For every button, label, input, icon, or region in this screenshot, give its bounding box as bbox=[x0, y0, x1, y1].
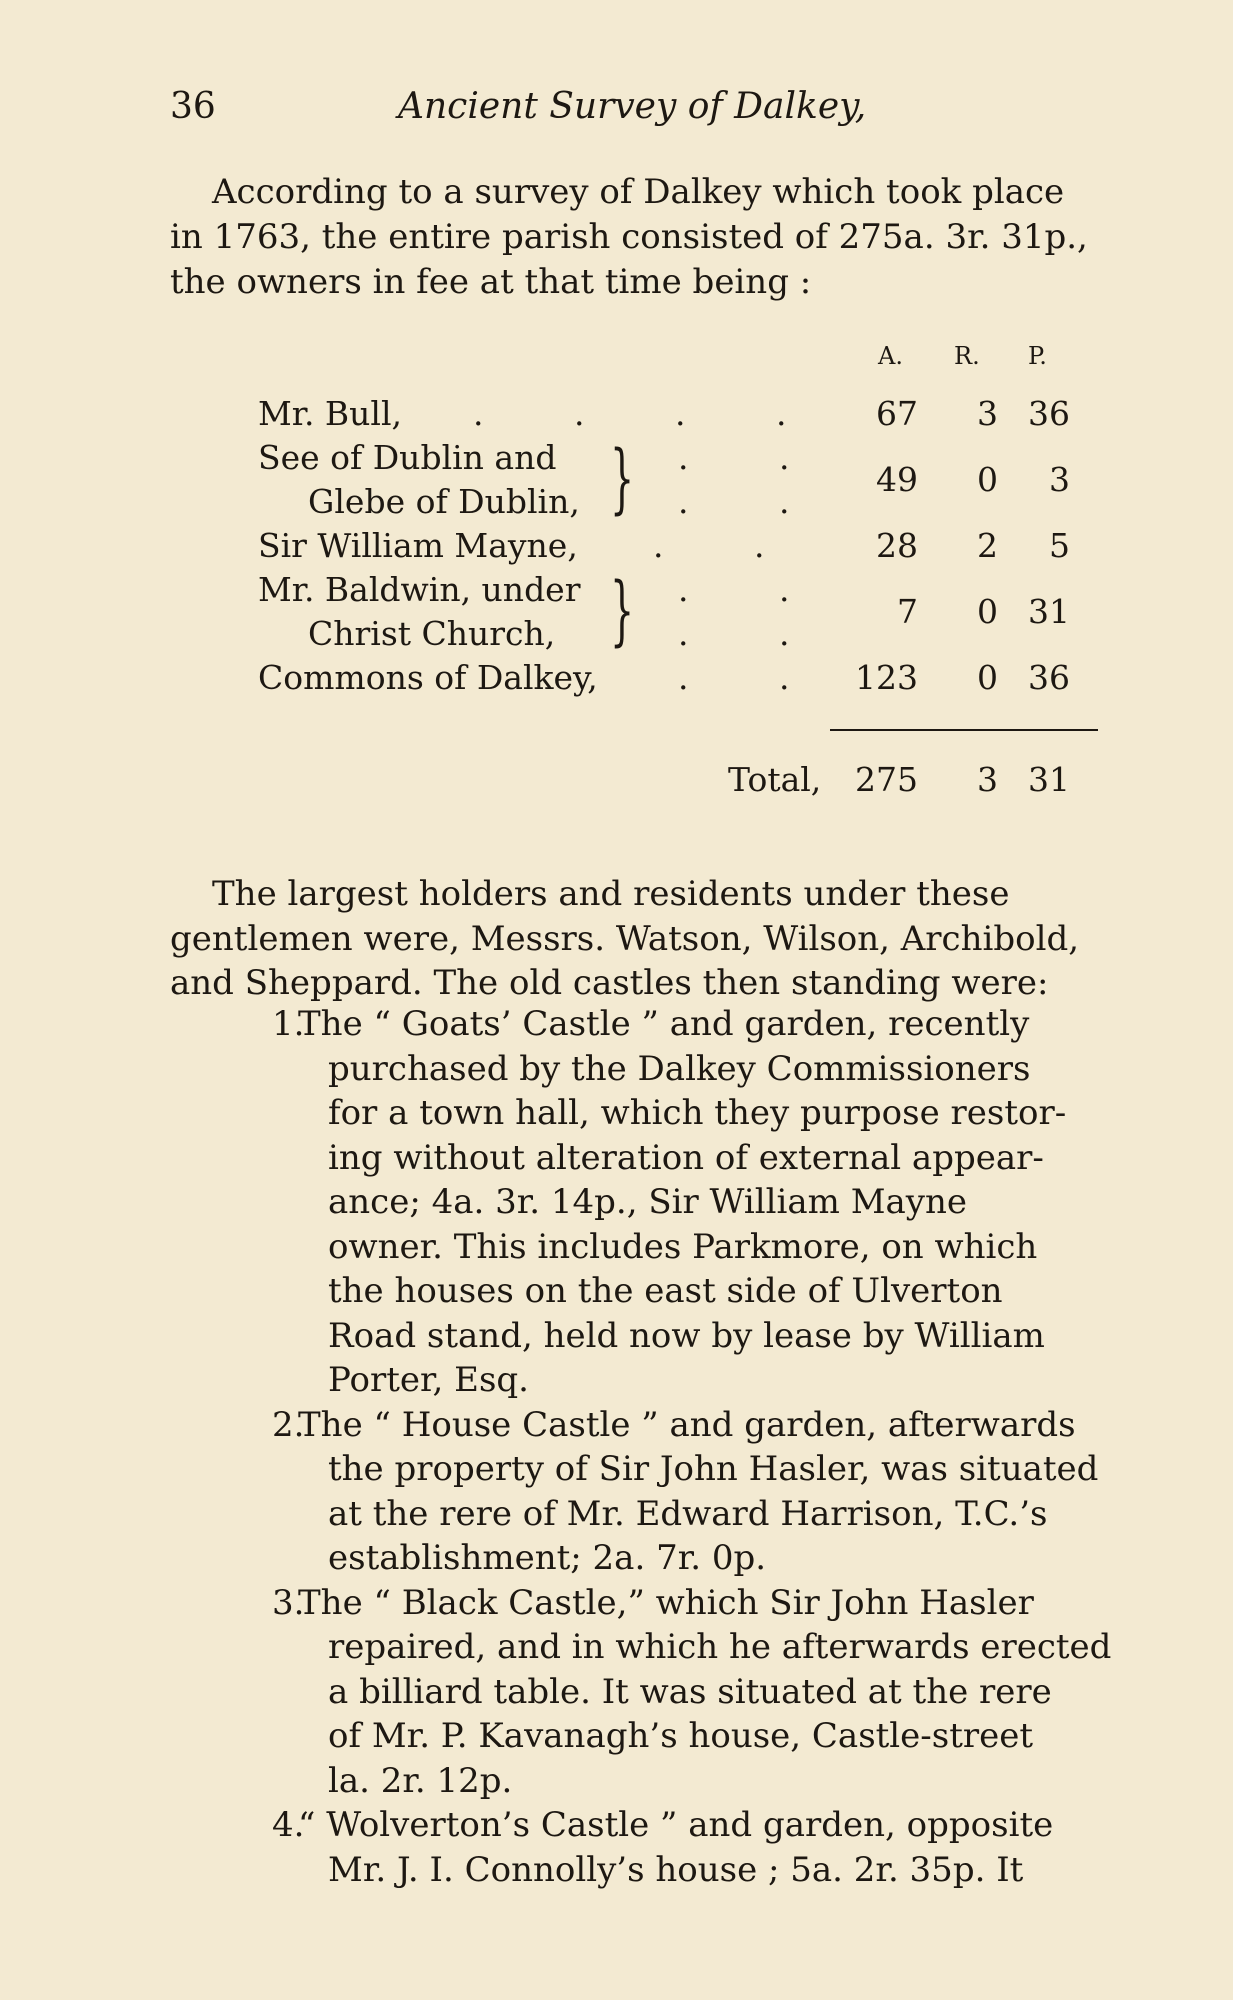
text-line: Mr. J. I. Connolly’s house ; 5a. 2r. 35p. It bbox=[328, 1849, 1024, 1890]
text-line: “ Wolverton’s Castle ” and garden, opposite bbox=[298, 1805, 1054, 1845]
acres-value: 49 bbox=[876, 460, 918, 499]
list-item bbox=[170, 1583, 1145, 1806]
text-line: ing without alteration of external appear- bbox=[328, 1137, 1044, 1178]
text-line: establishment; 2a. 7r. 0p. bbox=[328, 1538, 767, 1578]
running-title: Ancient Survey of Dalkey, bbox=[398, 86, 867, 127]
roods-value: 3 bbox=[977, 394, 998, 433]
text-line: repaired, and in which he afterwards erected bbox=[328, 1627, 1112, 1667]
acres-value: 67 bbox=[876, 394, 918, 433]
item-text bbox=[298, 1404, 1145, 1583]
sum-rule bbox=[830, 729, 1098, 731]
text-line: a billiard table. It was situated at the rere bbox=[328, 1671, 1052, 1712]
owner-name: Sir William Mayne, bbox=[258, 526, 578, 565]
intro-paragraph bbox=[170, 170, 1135, 305]
owner-name: Mr. Bull, bbox=[258, 394, 403, 433]
leader-dots: . . bbox=[678, 482, 830, 521]
roods-value: 0 bbox=[977, 658, 998, 697]
perches-value: 36 bbox=[1028, 394, 1070, 433]
text-line: the houses on the east side of Ulverton bbox=[328, 1271, 1003, 1311]
acres-value: 123 bbox=[855, 658, 918, 697]
text-line: gentlemen were, Messrs. Watson, Wilson, Archibold, bbox=[170, 918, 1080, 959]
owner-name-continued: Christ Church, bbox=[308, 614, 556, 653]
total-label: Total, bbox=[728, 760, 822, 799]
survey-table bbox=[258, 342, 1098, 812]
text-line: the property of Sir John Hasler, was situated bbox=[328, 1449, 1099, 1489]
column-header-roods: R. bbox=[954, 342, 980, 370]
text-line: owner. This includes Parkmore, on which bbox=[328, 1226, 1038, 1267]
castles-list bbox=[170, 1004, 1145, 1894]
total-roods: 3 bbox=[977, 760, 998, 799]
holders-paragraph bbox=[170, 872, 1140, 1006]
text-line: for a town hall, which they purpose restor- bbox=[328, 1093, 1067, 1133]
item-text bbox=[298, 1805, 1145, 1894]
text-line: According to a survey of Dalkey which took place bbox=[212, 172, 1065, 212]
list-item bbox=[170, 1004, 1145, 1405]
list-item bbox=[170, 1405, 1145, 1583]
brace-mark: } bbox=[610, 434, 635, 522]
leader-dots: . . bbox=[678, 614, 830, 653]
owner-name: See of Dublin and bbox=[258, 438, 557, 477]
text-line: and Sheppard. The old castles then standing were: bbox=[170, 963, 1049, 1003]
item-text bbox=[298, 1582, 1145, 1806]
roods-value: 0 bbox=[977, 592, 998, 631]
leader-dots: . . bbox=[678, 438, 830, 477]
column-header-acres: A. bbox=[878, 342, 903, 370]
text-line: purchased by the Dalkey Commissioners bbox=[328, 1048, 1031, 1089]
brace-mark: } bbox=[610, 566, 635, 654]
text-line: of Mr. P. Kavanagh’s house, Castle-street bbox=[328, 1716, 1034, 1756]
total-perches: 31 bbox=[1028, 760, 1070, 799]
text-line: the owners in fee at that time being : bbox=[170, 262, 812, 302]
roods-value: 2 bbox=[977, 526, 998, 565]
leader-dots: . . bbox=[678, 570, 830, 609]
text-line: ance; 4a. 3r. 14p., Sir William Mayne bbox=[328, 1182, 968, 1222]
column-header-perches: P. bbox=[1028, 342, 1047, 370]
leader-dots: . . . . bbox=[473, 394, 827, 433]
acres-value: 28 bbox=[876, 526, 918, 565]
list-item bbox=[170, 1805, 1145, 1894]
leader-dots: . . bbox=[653, 526, 805, 565]
text-line: The largest holders and residents under these bbox=[212, 874, 1010, 914]
text-line: The “ Goats’ Castle ” and garden, recently bbox=[298, 1004, 1030, 1044]
item-text bbox=[298, 1004, 1145, 1405]
item-number: 4. bbox=[272, 1805, 305, 1845]
perches-value: 36 bbox=[1028, 658, 1070, 697]
total-acres: 275 bbox=[855, 760, 918, 799]
text-line: The “ House Castle ” and garden, afterwards bbox=[298, 1404, 1076, 1445]
owner-name: Mr. Baldwin, under bbox=[258, 570, 581, 609]
roods-value: 0 bbox=[977, 460, 998, 499]
acres-value: 7 bbox=[897, 592, 918, 631]
text-line: Road stand, held now by lease by William bbox=[328, 1315, 1045, 1356]
perches-value: 3 bbox=[1049, 460, 1070, 499]
text-line: la. 2r. 12p. bbox=[328, 1760, 513, 1801]
perches-value: 5 bbox=[1049, 526, 1070, 565]
leader-dots: . . bbox=[678, 658, 830, 697]
owner-name: Commons of Dalkey, bbox=[258, 658, 598, 697]
text-line: at the rere of Mr. Edward Harrison, T.C.’s bbox=[328, 1493, 1048, 1534]
item-number: 3. bbox=[272, 1582, 305, 1623]
perches-value: 31 bbox=[1028, 592, 1070, 631]
owner-name-continued: Glebe of Dublin, bbox=[308, 482, 580, 521]
page-header bbox=[170, 86, 1070, 136]
text-line: Porter, Esq. bbox=[328, 1360, 529, 1400]
item-number: 2. bbox=[272, 1404, 305, 1445]
page-number: 36 bbox=[170, 86, 216, 127]
item-number: 1. bbox=[272, 1004, 305, 1044]
text-line: The “ Black Castle,” which Sir John Hasler bbox=[298, 1582, 1034, 1623]
text-line: in 1763, the entire parish consisted of 275a. 3r. 31p., bbox=[170, 217, 1088, 257]
